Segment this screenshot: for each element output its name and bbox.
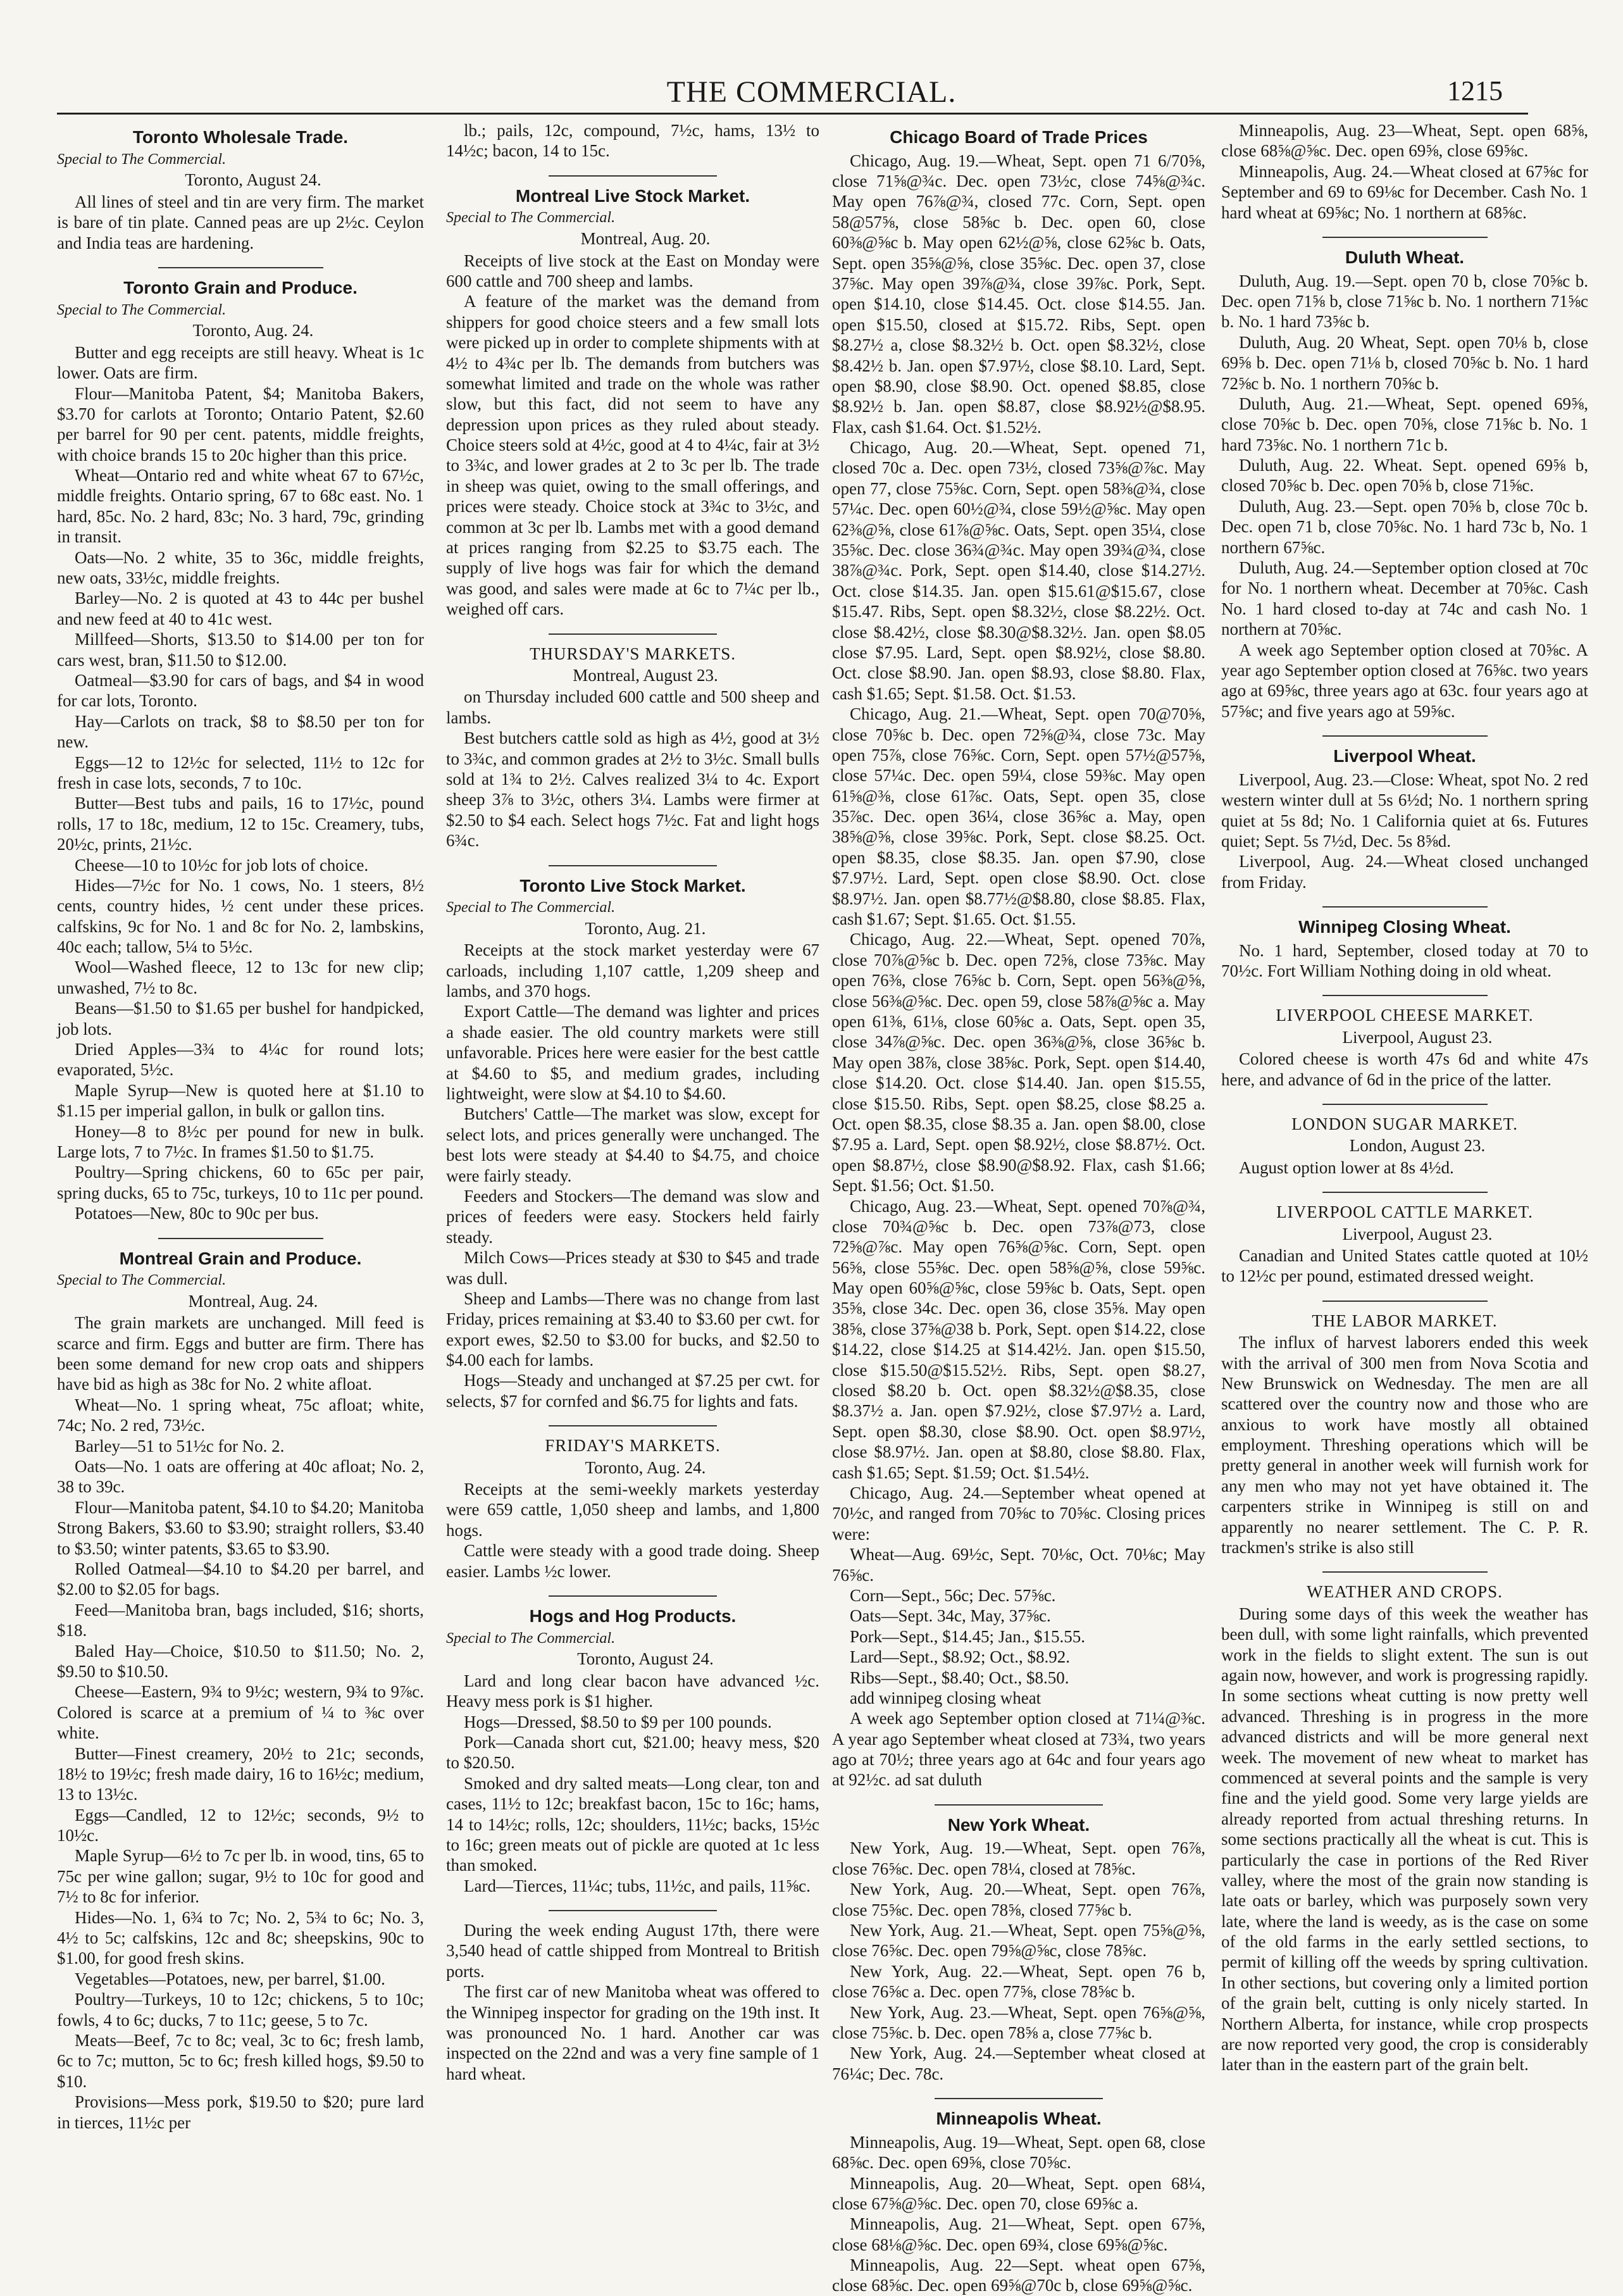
article-headline: FRIDAY'S MARKETS. bbox=[545, 1436, 721, 1456]
paragraph: Best butchers cattle sold as high as 4½, good at 3½ to 3¾c, and common grades at 2½ to 3½c. Small bulls sold at 1¾ to 2½. Calves realized 3¼ to 4c. Export sheep 3⅞ to 3½c, others 3¼. Lambs were firmer at $2.50 to $4 each. Select hogs 7½c. Fat and light hogs 6¾c. bbox=[446, 728, 819, 851]
dateline: London, August 23. bbox=[1349, 1136, 1486, 1156]
article bbox=[446, 644, 819, 851]
dateline: Toronto, August 24. bbox=[185, 170, 321, 190]
paragraph: Flour—Manitoba Patent, $4; Manitoba Bakers, $3.70 for carlots at Toronto; Ontario Patent, $2.60 per barrel for 90 per cent. patents, middle freights, with choice brands 15 to 20c higher than this price. bbox=[57, 384, 424, 465]
paragraph: New York, Aug. 19.—Wheat, Sept. open 76⅞, close 76⅝c. Dec. open 78¼, closed at 78⅝c. bbox=[832, 1838, 1205, 1878]
paragraph: Dried Apples—3¾ to 4¼c for round lots; evaporated, 5½c. bbox=[57, 1040, 424, 1080]
paragraph: Duluth, Aug. 22. Wheat. Sept. opened 69⅝ b, closed 70⅝c b. Dec. open 70⅝ b, close 71⅝c. bbox=[1221, 456, 1588, 496]
paragraph: A week ago September option closed at 70⅝c. A year ago September option closed at 76⅝c. two years ago at 69⅝c, three years ago at 63c. four years ago at 57⅝c; and five years ago at 59⅝c. bbox=[1221, 640, 1588, 721]
paragraph: Poultry—Turkeys, 10 to 12c; chickens, 5 to 10c; fowls, 4 to 6c; ducks, 7 to 11c; geese, 5 to 7c. bbox=[57, 1990, 424, 2030]
paragraph: Duluth, Aug. 20 Wheat, Sept. open 70⅛ b, close 69⅝ b. Dec. open 71⅛ b, closed 70⅝c b. No. 1 hard 72⅝c b. No. 1 northern 70⅝c b. bbox=[1221, 332, 1588, 393]
paragraph: New York, Aug. 24.—September wheat closed at 76¼c; Dec. 78c. bbox=[832, 2043, 1205, 2083]
paragraph: Receipts of live stock at the East on Monday were 600 cattle and 700 sheep and lambs. bbox=[446, 251, 819, 290]
paragraph: Lard—Tierces, 11¼c; tubs, 11½c, and pails, 11⅝c. bbox=[464, 1876, 811, 1895]
paragraph: Chicago, Aug. 24.—September wheat opened at 70½c, and ranged from 70⅝c to 70⅝c. Closing prices were: bbox=[832, 1483, 1205, 1544]
column-1 bbox=[57, 120, 424, 2195]
paragraph: Maple Syrup—New is quoted here at $1.10 to $1.15 per imperial gallon, in bulk or gallon tins. bbox=[57, 1080, 424, 1121]
paragraph: Ribs—Sept., $8.40; Oct., $8.50. bbox=[850, 1668, 1069, 1687]
article bbox=[832, 2108, 1205, 2296]
paragraph: Lard and long clear bacon have advanced ½c. Heavy mess pork is $1 higher. bbox=[446, 1671, 819, 1711]
article bbox=[1221, 1114, 1588, 1178]
section-rule bbox=[549, 633, 717, 635]
section-rule bbox=[1322, 995, 1488, 996]
paragraph: Millfeed—Shorts, $13.50 to $14.00 per ton for cars west, bran, $11.50 to $12.00. bbox=[57, 630, 424, 670]
article-headline: WEATHER AND CROPS. bbox=[1307, 1582, 1503, 1602]
paragraph: Poultry—Spring chickens, 60 to 65c per pair, spring ducks, 65 to 75c, turkeys, 10 to 11c per pound. bbox=[57, 1163, 424, 1202]
paragraph: Cattle were steady with a good trade doing. Sheep easier. Lambs ½c lower. bbox=[446, 1541, 819, 1581]
paragraph: August option lower at 8s 4½d. bbox=[1239, 1157, 1454, 1177]
article-headline: Chicago Board of Trade Prices bbox=[890, 127, 1148, 147]
article bbox=[446, 1606, 819, 1896]
paragraph: Butter and egg receipts are still heavy. Wheat is 1c lower. Oats are firm. bbox=[57, 342, 424, 383]
article-headline: Montreal Live Stock Market. bbox=[515, 185, 750, 206]
paragraph: lb.; pails, 12c, compound, 7½c, hams, 13½ to 14½c; bacon, 14 to 15c. bbox=[446, 121, 819, 161]
paragraph: Hogs—Steady and unchanged at $7.25 per cwt. for selects, $7 for cornfed and $6.75 for lights and fats. bbox=[446, 1371, 819, 1411]
paragraph: Corn—Sept., 56c; Dec. 57⅝c. bbox=[850, 1585, 1056, 1605]
article bbox=[832, 1814, 1205, 2084]
paragraph: The influx of harvest laborers ended this week with the arrival of 300 men from Nova Scotia and New Brunswick on Wednesday. The men are all scattered over the country now and those who are anxious to work have mostly all obtained employment. Threshing operations which will be pretty general in another week will furnish work for any men who may not yet have obtained it. The carpenters strike in Winnipeg is still on and apparently no nearer settlement. The C. P. R. trackmen's strike is also still bbox=[1221, 1333, 1588, 1557]
paragraph: Beans—$1.50 to $1.65 per bushel for handpicked, job lots. bbox=[57, 999, 424, 1039]
section-rule bbox=[158, 267, 323, 268]
dateline: Toronto, Aug. 24. bbox=[192, 321, 314, 340]
section-rule bbox=[935, 1804, 1103, 1806]
paragraph: Cheese—10 to 10½c for job lots of choice. bbox=[75, 855, 369, 875]
section-rule bbox=[1322, 906, 1488, 908]
section-rule bbox=[549, 175, 717, 177]
paragraph: Wheat—Ontario red and white wheat 67 to 67½c, middle freights. Ontario spring, 67 to 68c east. No. 1 hard, 85c. No. 2 hard, 83c; No. 3 hard, 79c, grinding in transit. bbox=[57, 466, 424, 547]
paragraph: During some days of this week the weather has been dull, with some light rainfalls, which prevented work in the fields to slight extent. The sun is out again now, however, and work is progressing rapidly. In some sections wheat cutting is now pretty well advanced. Threshing is in progress in the more advanced districts and will be more general next week. The movement of new wheat to market has commenced at several points and the sample is very fine and the yield good. Some very large yields are already reported from actual threshing returns. In some sections practically all the wheat is cut. This is particularly the case in portions of the Red River valley, where the most of the grain now standing is late oats or barley, which was purposely sown very late, where the land is weedy, as is the case on some of the old farms in the early settled sections, to permit of killing off the weeds by spring cultivation. In other sections, but covering only a limited portion of the grain belt, cutting is only nicely started. In Northern Alberta, for instance, while crop prospects are now reported very good, the crop is considerably later than in the eastern part of the grain belt. bbox=[1221, 1604, 1588, 2075]
article-headline: Liverpool Wheat. bbox=[1333, 746, 1476, 766]
article bbox=[1221, 746, 1588, 892]
paragraph: Meats—Beef, 7c to 8c; veal, 3c to 6c; fresh lamb, 6c to 7c; mutton, 5c to 6c; fresh killed hogs, $9.50 to $10. bbox=[57, 2030, 424, 2091]
paragraph: Hogs—Dressed, $8.50 to $9 per 100 pounds. bbox=[464, 1712, 772, 1731]
dateline: Montreal, Aug. 20. bbox=[580, 229, 711, 249]
paragraph: New York, Aug. 22.—Wheat, Sept. open 76 b, close 76⅝c a. Dec. open 77⅝, close 78⅝c b. bbox=[832, 1961, 1205, 2002]
dateline: Liverpool, August 23. bbox=[1342, 1224, 1493, 1244]
paragraph: Liverpool, Aug. 24.—Wheat closed unchanged from Friday. bbox=[1221, 852, 1588, 892]
header-rule bbox=[57, 113, 1528, 115]
paragraph: Colored cheese is worth 47s 6d and white 47s here, and advance of 6d in the price of the latter. bbox=[1221, 1049, 1588, 1089]
section-rule bbox=[549, 865, 717, 866]
section-rule bbox=[549, 1910, 717, 1911]
paragraph: on Thursday included 600 cattle and 500 sheep and lambs. bbox=[446, 687, 819, 727]
article-headline: Duluth Wheat. bbox=[1345, 247, 1465, 267]
article-headline: THURSDAY'S MARKETS. bbox=[530, 644, 736, 663]
paragraph: Canadian and United States cattle quoted at 10½ to 12½c per pound, estimated dressed weight. bbox=[1221, 1245, 1588, 1286]
article-headline: LONDON SUGAR MARKET. bbox=[1291, 1114, 1518, 1134]
paragraph: Baled Hay—Choice, $10.50 to $11.50; No. 2, $9.50 to $10.50. bbox=[57, 1641, 424, 1681]
dateline: Montreal, August 23. bbox=[573, 665, 718, 685]
paragraph: Pork—Sept., $14.45; Jan., $15.55. bbox=[850, 1626, 1086, 1646]
paragraph: A feature of the market was the demand from shippers for good choice steers and a few small lots were picked up in order to complete shipments with at 4½ to 4¾c per lb. The demands from butchers was somewhat limited and trade on the whole was rather slow, but this fact, did not seem to have any depression upon prices as they ruled about steady. Choice steers sold at 4½c, good at 4 to 4¼c, fair at 3½ to 3¾c, and lower grades at 2 to 3c per lb. The trade in sheep was quiet, owing to the small offerings, and prices were steady. Choice stock at 3¾c to 3½c, and common at 3c per lb. Lambs met with a good demand at prices ranging from $2.25 to $3.75 each. The supply of live hogs was fair for which the demand was good, and sales were made at 6c to 7¼c per lb., weighed off cars. bbox=[446, 292, 819, 619]
article bbox=[57, 277, 424, 1224]
article-headline: LIVERPOOL CATTLE MARKET. bbox=[1276, 1202, 1533, 1222]
special-byline: Special to The Commercial. bbox=[446, 1630, 616, 1647]
paragraph: During the week ending August 17th, there were 3,540 head of cattle shipped from Montreal to British ports. bbox=[446, 1921, 819, 1981]
paragraph: Minneapolis, Aug. 21—Wheat, Sept. open 67⅝, close 68⅛@⅝c. Dec. open 69¾, close 69⅝@⅝c. bbox=[832, 2214, 1205, 2254]
paragraph: New York, Aug. 21.—Wheat, Sept. open 75⅝@⅝, close 76⅝c. Dec. open 79⅝@⅝c, close 78⅝c. bbox=[832, 1921, 1205, 1961]
special-byline: Special to The Commercial. bbox=[446, 209, 616, 227]
article bbox=[57, 127, 424, 253]
paragraph: Milch Cows—Prices steady at $30 to $45 and trade was dull. bbox=[446, 1248, 819, 1288]
section-rule bbox=[1322, 1104, 1488, 1105]
article-headline: Toronto Wholesale Trade. bbox=[132, 127, 349, 147]
dateline: Toronto, August 24. bbox=[577, 1649, 714, 1669]
paragraph: Duluth, Aug. 23.—Sept. open 70⅝ b, close 70c b. Dec. open 71 b, close 70⅝c. No. 1 hard 73c b, No. 1 northern 67⅝c. bbox=[1221, 496, 1588, 557]
article bbox=[1221, 1202, 1588, 1287]
paragraph: Chicago, Aug. 23.—Wheat, Sept. opened 70⅞@¾, close 70¾@⅝c b. Dec. open 73⅞@73, close 72⅝@⅞c. May open 76⅝@⅝c. Corn, Sept. open 56⅝, close 55⅝c. Dec. open 58⅝@⅝, close 59⅝c. May open 60⅝@⅝c, close 59⅝c b. Oats, Sept. open 35⅝, close 34c. Dec. open 36, close 35⅝. May open 38⅝, close 37⅝@38 b. Pork, Sept. open $14.22, close $14.22, close $14.25 at $14.42½. Jan. open $15.50, close $15.50@$15.52½. Ribs, Sept. open $8.27, closed $8.20 b. Oct. open $8.32½@$8.35, close $8.37½ a. Jan. open $7.92½, close $7.97½ a. Lard, Sept. open $8.30, close $8.90. Oct. open $8.97½, close $8.97½. Jan. open at $8.80, close $8.80. Flax, cash $1.65; Sept. $1.59; Oct. $1.54½. bbox=[832, 1196, 1205, 1482]
paragraph: Chicago, Aug. 19.—Wheat, Sept. open 71 6/70⅝, close 71⅝@¾c. Dec. open 73½c, close 74⅝@¾c. May open 76⅞@¾, closed 77c. Corn, Sept. open 58@57⅝, close 58⅝c b. Dec. open 60, close 60⅜@⅝c b. May open 62½@⅝, close 62⅝c b. Oats, Sept. open 35⅝@⅝, close 35⅝c. Dec. open 37, close 37⅝c. May open 39⅞@¾, close 39⅞c. Pork, Sept. open $14.10, close $14.45. Oct. close $14.55. Jan. open $15.50, closed at $15.72. Ribs, Sept. open $8.27½ a, close $8.32½ b. Oct. open $8.32½, close $8.42½ b. Jan. open $7.97½, close $8.10. Lard, Sept. open $8.90, close $8.90. Oct. opened $8.85, close $8.92½ b. Jan. open $8.87, close $8.92½@$8.95. Flax, cash $1.64. Oct. $1.52½. bbox=[832, 151, 1205, 437]
section-rule bbox=[1322, 237, 1488, 238]
paragraph: Duluth, Aug. 21.—Wheat, Sept. opened 69⅝, close 70⅝c b. Dec. open 70⅝, close 71⅝c b. No. 1 hard 73⅝c. No. 1 northern 71c b. bbox=[1221, 394, 1588, 454]
paragraph: Wheat—Aug. 69½c, Sept. 70⅛c, Oct. 70⅛c; May 76⅝c. bbox=[832, 1545, 1205, 1585]
article bbox=[446, 1920, 819, 2084]
dateline: Toronto, Aug. 21. bbox=[585, 918, 706, 938]
article-headline: Toronto Live Stock Market. bbox=[519, 875, 746, 895]
paragraph: Barley—No. 2 is quoted at 43 to 44c per bushel and new feed at 40 to 41c west. bbox=[57, 589, 424, 628]
paragraph: Maple Syrup—6½ to 7c per lb. in wood, tins, 65 to 75c per wine gallon; sugar, 9½ to 10c for good and 7½ to 8c for inferior. bbox=[57, 1846, 424, 1907]
column-4 bbox=[1221, 120, 1588, 2195]
paragraph: Wheat—No. 1 spring wheat, 75c afloat; white, 74c; No. 2 red, 73½c. bbox=[57, 1395, 424, 1435]
paragraph: Butter—Best tubs and pails, 16 to 17½c, pound rolls, 17 to 18c, medium, 12 to 15c. Creamery, tubs, 20½c, prints, 21½c. bbox=[57, 794, 424, 854]
paragraph: Chicago, Aug. 21.—Wheat, Sept. open 70@70⅝, close 70⅝c b. Dec. open 72⅝@¾, close 73c. May open 75⅞, close 76⅝c. Corn, Sept. open 57½@57⅝, close 57¼c. Dec. open 59¼, close 59⅜c. May open 61⅝@⅜, close 61⅞c. Oats, Sept. open 35, close 35⅞c. Dec. open 36¼, close 36⅝c a. May, open 38⅝@⅝, close 39⅝c. Pork, Sept. close $8.25. Oct. open $8.35, close $8.35. Jan. open $7.90, close $7.97½. Lard, Sept. open close $8.90. Oct. close $8.97½. Jan. open $8.77½@$8.80, close $8.85. Flax, cash $1.67; Sept. $1.65. Oct. $1.55. bbox=[832, 704, 1205, 929]
dateline: Montreal, Aug. 24. bbox=[188, 1291, 318, 1311]
column-2 bbox=[446, 120, 819, 2195]
article bbox=[1221, 916, 1588, 981]
paragraph: Hay—Carlots on track, $8 to $8.50 per ton for new. bbox=[57, 711, 424, 752]
paragraph: Hides—7½c for No. 1 cows, No. 1 steers, 8½ cents, country hides, ½ cent under these prices. calfskins, 9c for No. 1 and 8c for No. 2, lambskins, 40c each; tallow, 5¼ to 5½c. bbox=[57, 875, 424, 957]
article bbox=[1221, 1311, 1588, 1558]
paragraph: Minneapolis, Aug. 20—Wheat, Sept. open 68¼, close 67⅝@⅝c. Dec. open 70, close 69⅝c a. bbox=[832, 2173, 1205, 2213]
paragraph: New York, Aug. 23.—Wheat, Sept. open 76⅝@⅝, close 75⅝c. b. Dec. open 78⅝ a, close 77⅝c b. bbox=[832, 2002, 1205, 2042]
column-3 bbox=[832, 120, 1205, 2295]
paragraph: Honey—8 to 8½c per pound for new in bulk. Large lots, 7 to 7½c. In frames $1.50 to $1.75. bbox=[57, 1121, 424, 1161]
paragraph: Minneapolis, Aug. 24.—Wheat closed at 67⅝c for September and 69 to 69⅛c for December. Cash No. 1 hard wheat at 69⅝c; No. 1 northern at 68⅝c. bbox=[1221, 161, 1588, 222]
paragraph: Smoked and dry salted meats—Long clear, ton and cases, 11½ to 12c; breakfast bacon, 15c to 16c; hams, 14 to 14½c; rolls, 12c; shoulders, 11½c; backs, 15½c to 16c; green meats out of pickle are quoted at 1c less than smoked. bbox=[446, 1773, 819, 1875]
paragraph: Chicago, Aug. 20.—Wheat, Sept. opened 71, closed 70c a. Dec. open 73½, closed 73⅝@⅞c. May open 77, close 75⅝c. Corn, Sept. open 58⅜@¾, close 57¼c. Dec. open 60½@¾, close 59½@⅝c. May open 62⅜@⅝, close 61⅞@⅝c. Oats, Sept. open 35¼, close 35⅝c. Dec. close 36¾@¾c. May open 39¾@¾, close 38⅞@¾c. Pork, Sept. open $14.40, close $14.27½. Oct. close $14.35. Jan. open $15.61@$15.67, close $15.47. Ribs, Sept. open $8.32½, close $8.22½. Oct. close $8.42½, close $8.30@$8.32½. Jan. open $8.05 close $7.95. Lard, Sept. open $8.92½, close $8.80. Oct. close $8.90. Jan. open $8.93, close $8.80. Flax, cash $1.65; Sept. $1.58. Oct. $1.53. bbox=[832, 438, 1205, 703]
paragraph: Duluth, Aug. 24.—September option closed at 70c for No. 1 northern wheat. December at 70⅝c. Cash No. 1 hard closed to-day at 74c and cash No. 1 northern at 70⅝c. bbox=[1221, 558, 1588, 639]
paragraph: Hides—No. 1, 6¾ to 7c; No. 2, 5¾ to 6c; No. 3, 4½ to 5c; calfskins, 12c and 8c; sheepskins, 90c to $1.00, for good fresh skins. bbox=[57, 1907, 424, 1968]
article bbox=[1221, 247, 1588, 721]
dateline: Toronto, Aug. 24. bbox=[585, 1457, 706, 1477]
paragraph: Pork—Canada short cut, $21.00; heavy mess, $20 to $20.50. bbox=[446, 1732, 819, 1773]
paragraph: Receipts at the stock market yesterday were 67 carloads, including 1,107 cattle, 1,209 sheep and lambs, and 370 hogs. bbox=[446, 940, 819, 1001]
paragraph: Eggs—12 to 12½c for selected, 11½ to 12c for fresh in case lots, seconds, 7 to 10c. bbox=[57, 752, 424, 792]
page-number: 1215 bbox=[1447, 75, 1503, 106]
paragraph: Receipts at the semi-weekly markets yesterday were 659 cattle, 1,050 sheep and lambs, and 1,800 hogs. bbox=[446, 1480, 819, 1540]
running-title: THE COMMERCIAL. bbox=[666, 75, 957, 109]
paragraph: Oats—No. 2 white, 35 to 36c, middle freights, new oats, 33½c, middle freights. bbox=[57, 547, 424, 588]
special-byline: Special to The Commercial. bbox=[57, 301, 227, 318]
section-rule bbox=[1322, 1301, 1488, 1302]
special-byline: Special to The Commercial. bbox=[57, 151, 227, 168]
section-rule bbox=[1322, 1571, 1488, 1573]
paragraph: Minneapolis, Aug. 23—Wheat, Sept. open 68⅝, close 68⅝@⅝c. Dec. open 69⅝, close 69⅝c. bbox=[1221, 121, 1588, 161]
article bbox=[57, 1248, 424, 2133]
paragraph: Flour—Manitoba patent, $4.10 to $4.20; Manitoba Strong Bakers, $3.60 to $3.90; straight rollers, $3.40 to $3.50; winter patents, $3.65 to $3.90. bbox=[57, 1497, 424, 1558]
paragraph: A week ago September option closed at 71¼@⅜c. A year ago September wheat closed at 73¾, two years ago at 70½; three years ago at 64c and four years ago at 92½c. ad sat duluth bbox=[832, 1709, 1205, 1790]
paragraph: Oats—Sept. 34c, May, 37⅝c. bbox=[850, 1606, 1051, 1626]
article bbox=[1221, 120, 1588, 223]
paragraph: Potatoes—New, 80c to 90c per bus. bbox=[75, 1204, 319, 1223]
special-byline: Special to The Commercial. bbox=[57, 1272, 227, 1289]
paragraph: Feed—Manitoba bran, bags included, $16; shorts, $18. bbox=[57, 1600, 424, 1640]
paragraph: Vegetables—Potatoes, new, per barrel, $1.00. bbox=[75, 1969, 385, 1988]
paragraph: Butchers' Cattle—The market was slow, except for select lots, and prices generally were unchanged. The best lots were steady at $4.40 to $4.75, and choice were fairly steady. bbox=[446, 1104, 819, 1185]
article-headline: New York Wheat. bbox=[947, 1814, 1090, 1835]
paragraph: Feeders and Stockers—The demand was slow and prices of feeders were easy. Stockers held fairly steady. bbox=[446, 1186, 819, 1247]
article-headline: Minneapolis Wheat. bbox=[936, 2109, 1102, 2129]
paragraph: Liverpool, Aug. 23.—Close: Wheat, spot No. 2 red western winter dull at 5s 6½d; No. 1 northern spring quiet at 5s 8d; No. 1 California quiet at 6s. Futures quiet; Sept. 5s 7½d, Dec. 5s 8⅝d. bbox=[1221, 770, 1588, 851]
paragraph: Sheep and Lambs—There was no change from last Friday, prices remaining at $3.40 to $3.60 per cwt. for export ewes, $2.50 to $3.00 for bucks, and $2.50 to $4.00 each for lambs. bbox=[446, 1288, 819, 1370]
section-rule bbox=[1322, 735, 1488, 737]
article bbox=[446, 185, 819, 620]
paragraph: add winnipeg closing wheat bbox=[850, 1688, 1042, 1707]
paragraph: Minneapolis, Aug. 19—Wheat, Sept. open 68, close 68⅝c. Dec. open 69⅝, close 70⅝c. bbox=[832, 2132, 1205, 2173]
article bbox=[1221, 1005, 1588, 1090]
paragraph: Duluth, Aug. 19.—Sept. open 70 b, close 70⅝c b. Dec. open 71⅝ b, close 71⅝c b. No. 1 northern 71⅝c b. No. 1 hard 73⅝c b. bbox=[1221, 271, 1588, 332]
article-headline: Hogs and Hog Products. bbox=[529, 1606, 737, 1626]
paragraph: No. 1 hard, September, closed today at 70 to 70½c. Fort William Nothing doing in old wheat. bbox=[1221, 940, 1588, 981]
article-headline: Winnipeg Closing Wheat. bbox=[1298, 917, 1511, 937]
paragraph: Barley—51 to 51½c for No. 2. bbox=[75, 1436, 285, 1456]
paragraph: Cheese—Eastern, 9¾ to 9½c; western, 9¾ to 9⅞c. Colored is scarce at a premium of ¼ to ⅜c over white. bbox=[57, 1682, 424, 1743]
paragraph: All lines of steel and tin are very firm. The market is bare of tin plate. Canned peas are up 2½c. Ceylon and India teas are hardening. bbox=[57, 192, 424, 253]
paragraph: The first car of new Manitoba wheat was offered to the Winnipeg inspector for grading on the 19th inst. It was pronounced No. 1 hard. Another car was inspected on the 22nd and was a very fine sample of 1 hard wheat. bbox=[446, 1982, 819, 2083]
section-rule bbox=[549, 1595, 717, 1597]
paragraph: Rolled Oatmeal—$4.10 to $4.20 per barrel, and $2.00 to $2.05 for bags. bbox=[57, 1559, 424, 1599]
article-headline: Toronto Grain and Produce. bbox=[123, 277, 358, 297]
paragraph: Wool—Washed fleece, 12 to 13c for new clip; unwashed, 7½ to 8c. bbox=[57, 958, 424, 997]
paragraph: New York, Aug. 20.—Wheat, Sept. open 76⅞, close 75⅝c. Dec. open 78⅝, closed 77⅝c b. bbox=[832, 1880, 1205, 1919]
section-rule bbox=[935, 2098, 1103, 2099]
paragraph: Eggs—Candled, 12 to 12½c; seconds, 9½ to 10½c. bbox=[57, 1805, 424, 1845]
paragraph: Oats—No. 1 oats are offering at 40c afloat; No. 2, 38 to 39c. bbox=[57, 1457, 424, 1497]
paragraph: Lard—Sept., $8.92; Oct., $8.92. bbox=[850, 1647, 1070, 1667]
article-headline: THE LABOR MARKET. bbox=[1312, 1311, 1498, 1330]
article bbox=[446, 1435, 819, 1582]
paragraph: Butter—Finest creamery, 20½ to 21c; seconds, 18½ to 19½c; fresh made dairy, 16 to 16½c; medium, 13 to 13½c. bbox=[57, 1744, 424, 1804]
special-byline: Special to The Commercial. bbox=[446, 899, 616, 916]
section-rule bbox=[549, 1425, 717, 1426]
article bbox=[832, 127, 1205, 1790]
paragraph: Oatmeal—$3.90 for cars of bags, and $4 in wood for car lots, Toronto. bbox=[57, 670, 424, 711]
paragraph: The grain markets are unchanged. Mill feed is scarce and firm. Eggs and butter are firm. There has been some demand for new crop oats and shippers have bid as high as 38c for No. 2 white afloat. bbox=[57, 1313, 424, 1394]
article bbox=[1221, 1582, 1588, 2075]
article bbox=[446, 875, 819, 1412]
paragraph: Minneapolis, Aug. 22—Sept. wheat open 67⅝, close 68⅝c. Dec. open 69⅝@70c b, close 69⅝@⅝c. bbox=[832, 2255, 1205, 2295]
paragraph: Provisions—Mess pork, $19.50 to $20; pure lard in tierces, 11½c per bbox=[57, 2092, 424, 2132]
paragraph: Export Cattle—The demand was lighter and prices a shade easier. The old country markets were still unfavorable. Prices here were easier for the best cattle at $4.60 to $5, and medium grades, including lightweight, were slow at $4.10 to $4.60. bbox=[446, 1002, 819, 1104]
article-headline: LIVERPOOL CHEESE MARKET. bbox=[1276, 1006, 1534, 1025]
paragraph: Chicago, Aug. 22.—Wheat, Sept. opened 70⅞, close 70⅞@⅝c b. Dec. open 72⅝, close 73⅝c. May open 76⅜, close 76⅝c b. Corn, Sept. open 56⅜@⅝, close 56⅜@⅝c. Dec. open 59, close 58⅞@⅝c a. May open 61⅜, 61⅛, close 60⅝c a. Oats, Sept. open 35, close 34⅞@⅝c. Dec. open 36⅜@⅝, close 36⅝c b. May open 38⅞, close 38⅝c. Pork, Sept. open $14.40, close $14.20. Oct. close $14.40. Jan. open $15.55, close $15.50. Ribs, Sept. open $8.25, close $8.25 a. Oct. open $8.35, close $8.35 a. Jan. open $8.00, close $7.95 a. Lard, Sept. open $8.92½, close $8.87½. Oct. open $8.87½, close $8.90@$8.92. Flax, cash $1.66; Sept. $1.56; Oct. $1.50. bbox=[832, 930, 1205, 1195]
article-headline: Montreal Grain and Produce. bbox=[119, 1248, 362, 1268]
section-rule bbox=[158, 1238, 323, 1239]
dateline: Liverpool, August 23. bbox=[1342, 1027, 1493, 1047]
article bbox=[446, 120, 819, 161]
section-rule bbox=[1322, 1192, 1488, 1193]
